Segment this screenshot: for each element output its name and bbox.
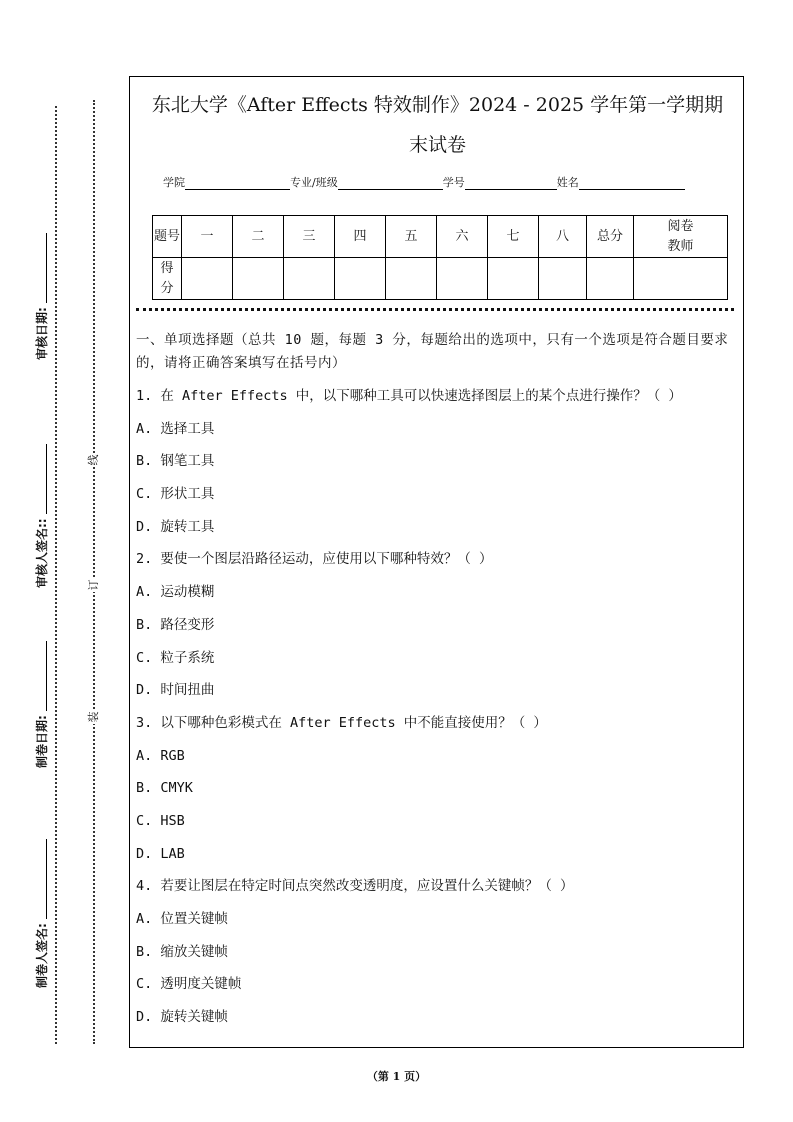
student-id-label: 学号 [442,176,465,189]
score-cell[interactable] [335,258,386,300]
exam-title-line2: 末试卷 [408,134,466,156]
score-header-cell: 五 [386,216,437,258]
page-number: （第 1 页） [366,1070,427,1083]
make-date-field [33,639,50,770]
score-header-cell: 四 [335,216,386,258]
score-header-cell: 六 [437,216,488,258]
binding-char-line: 线 [83,453,103,467]
maker-sign-label: 制卷人签名: [35,923,49,988]
score-cell[interactable] [634,258,728,300]
option: D. LAB [136,845,185,862]
reviewer-sign-label: 审核人签名:: [35,518,49,588]
review-date-blank [36,233,47,303]
option: A. 位置关键帧 [136,911,228,927]
option: B. CMYK [136,780,193,797]
score-table-score-row [153,258,728,300]
option: B. 钢笔工具 [136,453,215,470]
binding-dotted-line-inner [93,100,95,1044]
exam-frame [129,76,744,1048]
maker-sign-field [33,837,50,990]
question-text: 1. 在 After Effects 中，以下哪种工具可以快速选择图层上的某个点进行操作？（ ） [136,388,682,404]
college-label: 学院 [163,176,185,189]
score-header-cell: 八 [539,216,587,258]
exam-title-line1: 东北大学《After Effects 特效制作》2024 - 2025 学年第一学期期 [151,94,724,116]
make-date-blank [36,641,47,711]
question-text: 3. 以下哪种色彩模式在 After Effects 中不能直接使用？（ ） [136,714,547,731]
score-cell[interactable] [233,258,284,300]
score-cell[interactable] [182,258,233,300]
option: C. 粒子系统 [136,649,215,666]
option: A. 运动模糊 [136,584,215,601]
maker-sign-blank [36,839,47,919]
option: C. 透明度关键帧 [136,976,242,993]
binding-char-zhuang: 装 [83,710,103,724]
score-header-cell: 阅卷教师 [634,216,728,258]
score-header-cell: 一 [182,216,233,258]
major-label: 专业/班级 [290,176,338,189]
option: C. HSB [136,812,185,829]
student-info-row [163,174,685,190]
dotted-separator [136,308,734,311]
major-blank[interactable] [338,177,443,190]
score-cell[interactable] [437,258,488,300]
option: C. 形状工具 [136,486,215,503]
question-text: 2. 要使一个图层沿路径运动，应使用以下哪种特效？（ ） [136,551,493,568]
name-label: 姓名 [556,176,579,189]
college-blank[interactable] [185,177,290,190]
score-table [152,215,728,300]
score-cell[interactable] [284,258,335,300]
exam-title [130,85,745,165]
score-header-cell: 题号 [153,216,182,258]
score-row-label: 得分 [153,258,182,300]
binding-char-ding: 订 [83,578,103,592]
option: B. 路径变形 [136,616,215,633]
section-heading: 一、单项选择题（总共 10 题，每题 3 分，每题给出的选项中，只有一个选项是符合题目要求的，请将正确答案填写在括号内） [136,332,729,371]
make-date-label: 制卷日期: [35,715,49,768]
score-cell[interactable] [386,258,437,300]
question-section [136,329,742,1034]
option: A. RGB [136,747,185,764]
option: A. 选择工具 [136,420,215,437]
score-cell[interactable] [539,258,587,300]
option: D. 时间扭曲 [136,682,215,699]
score-table-header-row [153,216,728,258]
binding-dotted-line-outer [55,106,57,1044]
score-header-cell: 二 [233,216,284,258]
option: D. 旋转关键帧 [136,1009,228,1026]
option: D. 旋转工具 [136,518,215,535]
score-cell[interactable] [488,258,539,300]
review-date-field [33,231,50,362]
score-cell[interactable] [587,258,634,300]
student-id-blank[interactable] [465,177,557,190]
score-header-cell: 总分 [587,216,634,258]
name-blank[interactable] [579,177,685,190]
option: B. 缩放关键帧 [136,943,228,960]
review-date-label: 审核日期: [35,307,49,360]
score-header-cell: 三 [284,216,335,258]
reviewer-sign-field [33,442,50,590]
reviewer-sign-blank [36,444,47,514]
score-header-cell: 七 [488,216,539,258]
question-text: 4. 若要让图层在特定时间点突然改变透明度，应设置什么关键帧？（ ） [136,878,574,895]
